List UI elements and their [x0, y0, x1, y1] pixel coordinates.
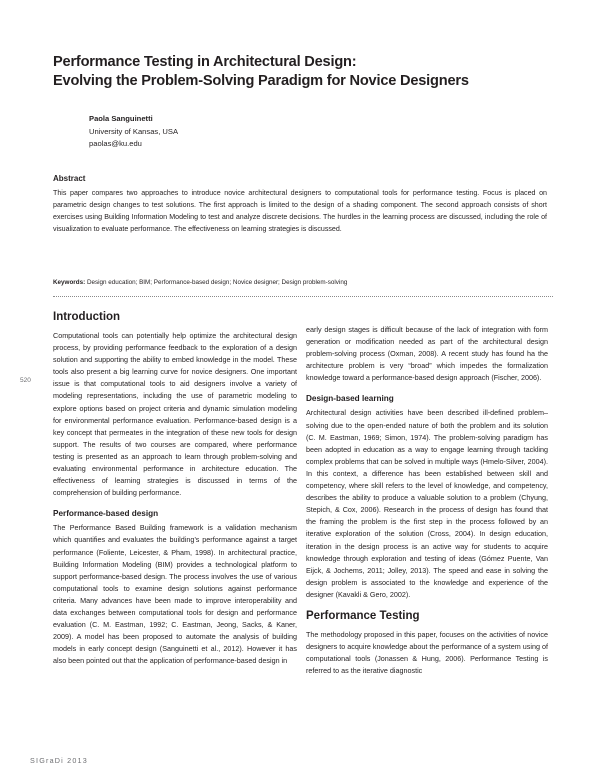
performance-based-design-text: The Performance Based Building framework is a validation mechanism which quantifies and evaluates the building’s performance against a target performance (Foliente, Leicester, & Pham, 1998). In architectural practice, Building Information Modeling (BIM) provides a technological platform to support performance-based design. The process involves the use of various computational tools to examine design solutions against performance criteria. Many advances have been made to improve interoperability and data exchanges between computational tools for design and performance evaluation (C. M. Eastman, 1992; C. Eastman, Jeong, Sacks, & Kaner, 2009). A model has been proposed to automate the analysis of building models in early concept design (Sanguinetti et al., 2012). However it has also been pointed out that the application of performance-based design in [53, 523, 297, 666]
abstract-text: This paper compares two approaches to introduce novice architectural designers to computational tools for performance testing. Focus is placed on parametric design changes to test solutions. The first approach is limited to the design of a shading component. The second approach consists of short exercises using Building Information Modeling to test and analyze discrete decisions. The hurdles in the learning process are discussed, including the role of visualization to evaluate performance. The effectiveness on learning strategies is discussed. [53, 189, 547, 234]
author-email: paolas@ku.edu [89, 139, 142, 148]
section-divider [53, 296, 553, 297]
introduction-text: Computational tools can potentially help optimize the architectural design process, by providing performance feedback to the exploration of a design solution and supporting the ability to embed knowledge in the model. These tools also present a big learning curve for novice designers. One important issue is that computational tools to aid designers involve a variety of modeling representations, including the use of parametric modeling to explore options based on project criteria and dynamic simulation modeling for environmental performance evaluation. Performance-based design is a key concept that permeates in the integration of these new tools for design support. The results of two courses are compared, where performance testing is presented as an approach to learn through problem-solving and evaluating environmental performance in architecture education. The effectiveness of learning strategies is discussed in terms of the comprehension of building performance. [53, 331, 297, 498]
footer-conference: SIGraDi 2013 [30, 756, 88, 765]
right-column [306, 324, 548, 677]
title-line-1: Performance Testing in Architectural Design: [53, 54, 357, 70]
design-based-learning-heading: Design-based learning [306, 394, 394, 404]
keywords-label: Keywords: [53, 279, 86, 286]
left-column [53, 310, 297, 667]
abstract-heading: Abstract [53, 174, 86, 183]
continued-text: early design stages is difficult because of the lack of integration with form generation or modification needed as part of the architectural design problem-solving process (Oxman, 2008). A recent study has found ha the architecture problem is very “broad” which impedes the formalization knowledge toward a performance-based design approach (Fischer, 2006). [306, 325, 548, 383]
introduction-heading: Introduction [53, 311, 121, 323]
title-line-2: Evolving the Problem-Solving Paradigm for Novice Designers [53, 73, 469, 89]
performance-testing-heading: Performance Testing [306, 609, 420, 622]
author-block [89, 113, 178, 151]
keywords [53, 278, 553, 288]
page-number: 520 [20, 377, 31, 384]
performance-based-design-heading: Performance-based design [53, 509, 159, 519]
paper-title [53, 53, 553, 91]
author-affiliation: University of Kansas, USA [89, 126, 179, 136]
keywords-text: Design education; BIM; Performance-based design; Novice designer; Design problem-solving [85, 279, 348, 286]
author-name: Paola Sanguinetti [89, 114, 153, 123]
design-based-learning-text: Architectural design activities have been described ill-defined problem–solving due to the open-ended nature of both the problem and its solution (C. M. Eastman, 1969; Simon, 1974). The problem-solving paradigm has been adopted in education as a way to engage learning through tackling complex problems that can be solved in multiple ways (Hmelo-Silver, 2004). In this context, a difference has been established between skill and competency, where skill refers to the level of knowledge, and competency, describes the ability to produce a valuable solution to a problem (Chyung, Stepich, & Cox, 2006). Research in the process of design has found that the framing the problem is the first step in the process followed by an iterative exploration of the solution (Cross, 2004). In design education, iteration in the design process is an active way for students to acquire knowledge through exploration and testing of ideas (Gómez Puente, Van Eijck, & Jochems, 2011; Jolley, 2013). The speed and ease in solving the design problem is associated to the knowledge and experience of the designer (Kavakli & Gero, 2002). [306, 408, 548, 599]
performance-testing-text: The methodology proposed in this paper, focuses on the activities of novice designers to acquire knowledge about the performance of a system using of computational tools (Jonassen & Hung, 2006). Performance Testing is referred to as the iterative diagnostic [306, 629, 548, 676]
